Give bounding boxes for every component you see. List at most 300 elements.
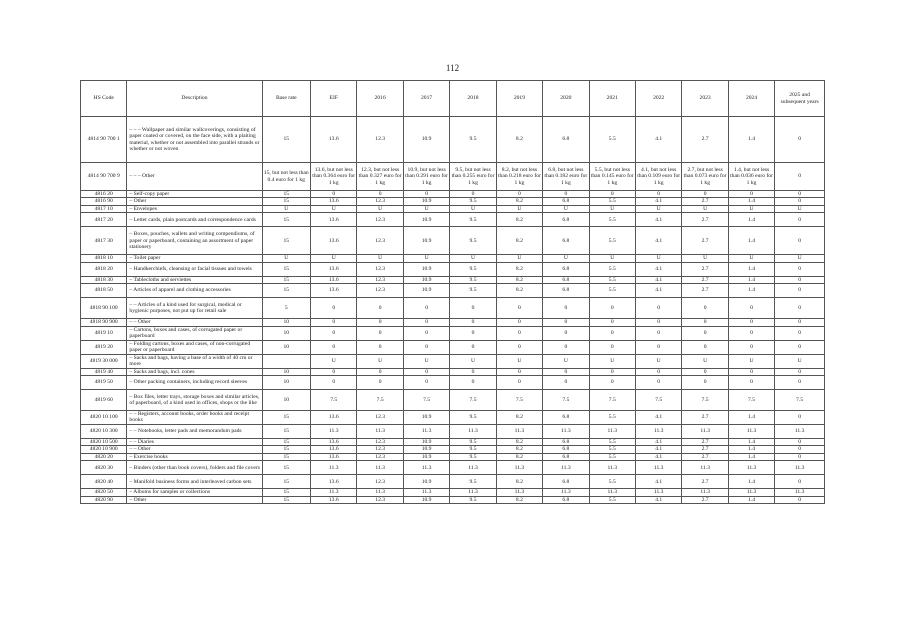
description-cell: – Binders (other than book covers), folders and file covers xyxy=(127,461,262,475)
rate-cell: 0 xyxy=(357,298,403,319)
rate-cell: 0 xyxy=(403,368,449,375)
table-row xyxy=(81,326,825,340)
description-cell: – Handkerchiefs, cleansing or facial tissues and towels xyxy=(127,262,262,276)
rate-cell: 15 xyxy=(262,446,311,453)
rate-cell: 0 xyxy=(450,340,496,354)
rate-cell: 9.5 xyxy=(450,284,496,298)
rate-cell: 1.4 xyxy=(728,117,774,163)
rate-cell: 2.7 xyxy=(682,453,728,460)
rate-cell: U xyxy=(682,205,728,212)
rate-cell: 13.6 xyxy=(311,276,357,283)
rate-cell: 11.3 xyxy=(728,424,774,438)
rate-cell: 2.7 xyxy=(682,276,728,283)
rate-cell: 11.3 xyxy=(403,424,449,438)
rate-cell: 0 xyxy=(775,453,825,460)
rate-cell: 5.5 xyxy=(589,198,635,205)
rate-cell: 8.2 xyxy=(496,438,542,445)
table-row xyxy=(81,276,825,283)
hs-code-cell: 4817 20 xyxy=(81,213,127,227)
rate-cell: 15 xyxy=(262,475,311,489)
rate-cell: 5.5 xyxy=(589,213,635,227)
rate-cell: 6.8 xyxy=(543,227,589,255)
rate-cell: 5.5 xyxy=(589,227,635,255)
rate-cell: 6.8 xyxy=(543,276,589,283)
hs-code-cell: 4814 90 700 1 xyxy=(81,117,127,163)
rate-cell: 13.6, but not less than 0.364 euro for 1 kg xyxy=(311,163,357,191)
rate-cell: 7.5 xyxy=(311,389,357,410)
rate-cell: 11.3 xyxy=(357,461,403,475)
rate-cell: 4.1 xyxy=(635,262,681,276)
rate-cell: 0 xyxy=(543,375,589,389)
rate-cell: 6.8 xyxy=(543,284,589,298)
rate-cell: 10.9 xyxy=(403,213,449,227)
rate-cell: 6.8 xyxy=(543,198,589,205)
rate-cell: 0 xyxy=(775,276,825,283)
rate-cell: 0 xyxy=(496,375,542,389)
rate-cell: 5.5 xyxy=(589,276,635,283)
rate-cell: 2.7 xyxy=(682,117,728,163)
rate-cell: 15 xyxy=(262,438,311,445)
hs-code-cell: 4820 90 xyxy=(81,496,127,503)
rate-cell: 5 xyxy=(262,298,311,319)
rate-cell: 0 xyxy=(728,368,774,375)
table-row xyxy=(81,368,825,375)
rate-cell: 6.8 xyxy=(543,496,589,503)
rate-cell: 11.3 xyxy=(311,461,357,475)
table-row xyxy=(81,284,825,298)
rate-cell: 11.3 xyxy=(682,489,728,496)
table-row xyxy=(81,453,825,460)
rate-cell: 13.6 xyxy=(311,284,357,298)
rate-cell: 4.1 xyxy=(635,453,681,460)
rate-cell: 0 xyxy=(775,163,825,191)
description-cell: – Folding cartons, boxes and cases, of non-corrugated paper or paperboard xyxy=(127,340,262,354)
rate-cell: 11.3 xyxy=(635,489,681,496)
rate-cell: 0 xyxy=(728,298,774,319)
hs-code-cell: 4819 60 xyxy=(81,389,127,410)
description-cell: – Other xyxy=(127,496,262,503)
rate-cell: U xyxy=(357,255,403,262)
hs-code-cell: 4818 90 900 xyxy=(81,319,127,326)
rate-cell: 12.3 xyxy=(357,453,403,460)
rate-cell: 0 xyxy=(589,375,635,389)
rate-cell: 4.1 xyxy=(635,475,681,489)
rate-cell: 4.1 xyxy=(635,438,681,445)
table-row xyxy=(81,461,825,475)
rate-cell: 0 xyxy=(403,191,449,198)
rate-cell: 8.2 xyxy=(496,276,542,283)
rate-cell: 8.2, but not less than 0.218 euro for 1 kg xyxy=(496,163,542,191)
rate-cell: 4.1 xyxy=(635,496,681,503)
table-row xyxy=(81,446,825,453)
rate-cell: 6.8 xyxy=(543,117,589,163)
rate-cell: 11.3 xyxy=(450,489,496,496)
description-cell: – Articles of apparel and clothing accessories xyxy=(127,284,262,298)
rate-cell: U xyxy=(311,354,357,368)
rate-cell: 11.3 xyxy=(403,489,449,496)
rate-cell: U xyxy=(496,354,542,368)
rate-cell: 2.7 xyxy=(682,446,728,453)
rate-cell xyxy=(262,354,311,368)
rate-cell: 0 xyxy=(682,368,728,375)
rate-cell: 10.9 xyxy=(403,262,449,276)
description-cell: – Other xyxy=(127,198,262,205)
rate-cell: 6.8 xyxy=(543,438,589,445)
rate-cell: 0 xyxy=(589,191,635,198)
rate-cell: 0 xyxy=(775,368,825,375)
rate-cell: 0 xyxy=(635,319,681,326)
rate-cell: 5.5 xyxy=(589,262,635,276)
rate-cell: 0 xyxy=(357,191,403,198)
hs-code-cell: 4819 10 xyxy=(81,326,127,340)
rate-cell: 0 xyxy=(311,326,357,340)
rate-cell: 0 xyxy=(635,368,681,375)
rate-cell: 6.8 xyxy=(543,453,589,460)
rate-cell: U xyxy=(262,205,311,212)
tariff-table xyxy=(80,80,825,504)
rate-cell: 2.7 xyxy=(682,438,728,445)
rate-cell: 11.3 xyxy=(635,461,681,475)
description-cell: – Albums for samples or collections xyxy=(127,489,262,496)
rate-cell: U xyxy=(775,354,825,368)
rate-cell: 0 xyxy=(635,191,681,198)
rate-cell: 5.5 xyxy=(589,496,635,503)
rate-cell: 0 xyxy=(728,319,774,326)
header-cell: 2019 xyxy=(496,81,542,117)
rate-cell: 0 xyxy=(403,340,449,354)
hs-code-cell: 4818 30 xyxy=(81,276,127,283)
rate-cell: 2.7 xyxy=(682,496,728,503)
rate-cell: 11.3 xyxy=(589,461,635,475)
rate-cell: 12.3 xyxy=(357,446,403,453)
hs-code-cell: 4820 30 xyxy=(81,461,127,475)
header-cell: 2024 xyxy=(728,81,774,117)
rate-cell: 9.5 xyxy=(450,496,496,503)
rate-cell: 8.2 xyxy=(496,117,542,163)
rate-cell: 0 xyxy=(450,319,496,326)
rate-cell: 2.7 xyxy=(682,410,728,424)
description-cell: – Boxes, pouches, wallets and writing compendiums, of paper or paperboard, containing an assortment of paper stationery xyxy=(127,227,262,255)
rate-cell: 15 xyxy=(262,213,311,227)
rate-cell: U xyxy=(262,255,311,262)
rate-cell: 11.3 xyxy=(543,461,589,475)
rate-cell: 4.1 xyxy=(635,213,681,227)
rate-cell: 8.2 xyxy=(496,453,542,460)
rate-cell: 9.5 xyxy=(450,213,496,227)
rate-cell: 10.9 xyxy=(403,496,449,503)
rate-cell: U xyxy=(543,205,589,212)
rate-cell: 0 xyxy=(728,375,774,389)
rate-cell: 0 xyxy=(775,438,825,445)
rate-cell: 6.8 xyxy=(543,475,589,489)
hs-code-cell: 4820 50 xyxy=(81,489,127,496)
rate-cell: 13.6 xyxy=(311,198,357,205)
rate-cell: 9.5 xyxy=(450,198,496,205)
description-cell: – Exercise books xyxy=(127,453,262,460)
rate-cell: 15 xyxy=(262,227,311,255)
description-cell: – – Notebooks, letter pads and memorandum pads xyxy=(127,424,262,438)
header-cell: HS Code xyxy=(81,81,127,117)
rate-cell: 0 xyxy=(496,326,542,340)
rate-cell: 0 xyxy=(775,475,825,489)
rate-cell: 0 xyxy=(311,340,357,354)
rate-cell: 0 xyxy=(403,375,449,389)
hs-code-cell: 4819 40 xyxy=(81,368,127,375)
rate-cell: 0 xyxy=(543,298,589,319)
header-cell: 2023 xyxy=(682,81,728,117)
rate-cell: 7.5 xyxy=(589,389,635,410)
rate-cell: 0 xyxy=(635,298,681,319)
rate-cell: 9.5 xyxy=(450,227,496,255)
rate-cell: 4.1 xyxy=(635,284,681,298)
rate-cell: 0 xyxy=(728,340,774,354)
header-cell: EIF xyxy=(311,81,357,117)
rate-cell: 6.8, but not less than 0.182 euro for 1 kg xyxy=(543,163,589,191)
rate-cell: 8.2 xyxy=(496,496,542,503)
table-row xyxy=(81,191,825,198)
rate-cell: 9.5 xyxy=(450,262,496,276)
rate-cell: U xyxy=(589,354,635,368)
rate-cell: 13.6 xyxy=(311,496,357,503)
rate-cell: 4.1 xyxy=(635,117,681,163)
description-cell: – Envelopes xyxy=(127,205,262,212)
rate-cell: 0 xyxy=(543,326,589,340)
rate-cell: 5.5 xyxy=(589,475,635,489)
rate-cell: 0 xyxy=(682,298,728,319)
rate-cell: 8.2 xyxy=(496,410,542,424)
rate-cell: 15 xyxy=(262,453,311,460)
rate-cell: 1.4 xyxy=(728,213,774,227)
rate-cell: 11.3 xyxy=(496,461,542,475)
rate-cell: 0 xyxy=(728,191,774,198)
hs-code-cell: 4820 10 300 xyxy=(81,424,127,438)
rate-cell: 0 xyxy=(496,368,542,375)
rate-cell: 0 xyxy=(682,340,728,354)
rate-cell: 4.1 xyxy=(635,410,681,424)
table-row xyxy=(81,489,825,496)
rate-cell: 2.7 xyxy=(682,198,728,205)
rate-cell: 13.6 xyxy=(311,227,357,255)
rate-cell: U xyxy=(728,354,774,368)
rate-cell: 0 xyxy=(496,319,542,326)
rate-cell: 0 xyxy=(775,410,825,424)
rate-cell: 8.2 xyxy=(496,227,542,255)
hs-code-cell: 4818 50 xyxy=(81,284,127,298)
rate-cell: 10.9 xyxy=(403,453,449,460)
rate-cell: 12.3 xyxy=(357,475,403,489)
rate-cell: 2.7 xyxy=(682,284,728,298)
rate-cell: 0 xyxy=(311,368,357,375)
rate-cell: 15 xyxy=(262,276,311,283)
table-row xyxy=(81,375,825,389)
description-cell: – Tablecloths and serviettes xyxy=(127,276,262,283)
header-cell: 2025 and subsequent years xyxy=(775,81,825,117)
rate-cell: 0 xyxy=(311,375,357,389)
rate-cell: 12.3 xyxy=(357,198,403,205)
rate-cell: 10.9 xyxy=(403,410,449,424)
rate-cell: 10 xyxy=(262,389,311,410)
rate-cell: 15 xyxy=(262,489,311,496)
rate-cell: 7.5 xyxy=(450,389,496,410)
rate-cell: 13.6 xyxy=(311,117,357,163)
rate-cell: 11.3 xyxy=(775,461,825,475)
rate-cell: 0 xyxy=(682,319,728,326)
table-row xyxy=(81,255,825,262)
rate-cell: 15 xyxy=(262,496,311,503)
hs-code-cell: 4820 40 xyxy=(81,475,127,489)
rate-cell: 11.3 xyxy=(496,424,542,438)
description-cell: – Manifold business forms and interleaved carbon sets xyxy=(127,475,262,489)
rate-cell: 11.3 xyxy=(589,424,635,438)
table-row xyxy=(81,496,825,503)
table-row xyxy=(81,354,825,368)
description-cell: – Letter cards, plain postcards and correspondence cards xyxy=(127,213,262,227)
rate-cell: 0 xyxy=(450,375,496,389)
rate-cell: 0 xyxy=(403,298,449,319)
rate-cell: U xyxy=(450,255,496,262)
rate-cell: 0 xyxy=(775,446,825,453)
rate-cell: 6.8 xyxy=(543,446,589,453)
hs-code-cell: 4820 10 500 xyxy=(81,438,127,445)
hs-code-cell: 4820 10 900 xyxy=(81,446,127,453)
table-row xyxy=(81,340,825,354)
rate-cell: U xyxy=(496,255,542,262)
rate-cell: 0 xyxy=(496,340,542,354)
table-row xyxy=(81,227,825,255)
description-cell: – – Other xyxy=(127,319,262,326)
rate-cell: 0 xyxy=(311,191,357,198)
rate-cell: 0 xyxy=(775,319,825,326)
rate-cell: 1.4 xyxy=(728,446,774,453)
rate-cell: 11.3 xyxy=(589,489,635,496)
hs-code-cell: 4818 20 xyxy=(81,262,127,276)
rate-cell: U xyxy=(728,205,774,212)
rate-cell: U xyxy=(543,354,589,368)
rate-cell: 10.9 xyxy=(403,227,449,255)
rate-cell: 1.4 xyxy=(728,276,774,283)
rate-cell: 0 xyxy=(450,298,496,319)
table-row xyxy=(81,438,825,445)
rate-cell: 13.6 xyxy=(311,262,357,276)
rate-cell: 11.3 xyxy=(682,461,728,475)
rate-cell: 8.2 xyxy=(496,198,542,205)
page-number: 112 xyxy=(445,63,460,73)
rate-cell: U xyxy=(635,205,681,212)
rate-cell: 0 xyxy=(357,368,403,375)
rate-cell: 12.3 xyxy=(357,496,403,503)
rate-cell: 4.1 xyxy=(635,276,681,283)
rate-cell: U xyxy=(589,205,635,212)
rate-cell: 7.5 xyxy=(403,389,449,410)
rate-cell: 0 xyxy=(589,326,635,340)
rate-cell: 15 xyxy=(262,424,311,438)
rate-cell: 0 xyxy=(403,326,449,340)
rate-cell: 15, but not less than 0.4 euro for 1 kg xyxy=(262,163,311,191)
rate-cell: 0 xyxy=(403,319,449,326)
rate-cell: 0 xyxy=(775,298,825,319)
table-row xyxy=(81,213,825,227)
rate-cell: 15 xyxy=(262,410,311,424)
rate-cell: 9.5 xyxy=(450,453,496,460)
rate-cell: 4.1 xyxy=(635,446,681,453)
table-body xyxy=(81,117,825,504)
rate-cell: 4.1 xyxy=(635,198,681,205)
hs-code-cell: 4819 50 xyxy=(81,375,127,389)
rate-cell: 8.2 xyxy=(496,284,542,298)
rate-cell: 1.4 xyxy=(728,284,774,298)
rate-cell: 12.3, but not less than 0.327 euro for 1 kg xyxy=(357,163,403,191)
rate-cell: 9.5 xyxy=(450,410,496,424)
rate-cell: 8.2 xyxy=(496,475,542,489)
description-cell: – Self-copy paper xyxy=(127,191,262,198)
rate-cell: 11.3 xyxy=(450,424,496,438)
rate-cell: 9.5 xyxy=(450,475,496,489)
rate-cell: U xyxy=(543,255,589,262)
rate-cell: U xyxy=(682,255,728,262)
rate-cell: 15 xyxy=(262,191,311,198)
table-row xyxy=(81,205,825,212)
rate-cell: U xyxy=(496,205,542,212)
rate-cell: 8.2 xyxy=(496,262,542,276)
rate-cell: 15 xyxy=(262,198,311,205)
rate-cell: 1.4 xyxy=(728,198,774,205)
rate-cell: 10.9, but not less than 0.291 euro for 1 kg xyxy=(403,163,449,191)
rate-cell: 10 xyxy=(262,375,311,389)
rate-cell: 11.3 xyxy=(635,424,681,438)
rate-cell: 0 xyxy=(728,326,774,340)
rate-cell: 2.7 xyxy=(682,475,728,489)
rate-cell: 13.6 xyxy=(311,475,357,489)
rate-cell: 2.7 xyxy=(682,213,728,227)
rate-cell: U xyxy=(357,205,403,212)
rate-cell: 10.9 xyxy=(403,117,449,163)
rate-cell: 10.9 xyxy=(403,475,449,489)
rate-cell: 0 xyxy=(357,326,403,340)
rate-cell: U xyxy=(357,354,403,368)
header-cell: Base rate xyxy=(262,81,311,117)
hs-code-cell: 4817 30 xyxy=(81,227,127,255)
rate-cell: 10 xyxy=(262,368,311,375)
rate-cell: 1.4, but not less than 0.036 euro for 1 kg xyxy=(728,163,774,191)
rate-cell: 0 xyxy=(775,198,825,205)
rate-cell: 0 xyxy=(543,340,589,354)
rate-cell: 9.5 xyxy=(450,117,496,163)
description-cell: – Cartons, boxes and cases, of corrugated paper or paperboard xyxy=(127,326,262,340)
rate-cell: 4.1, but not less than 0.109 euro for 1 kg xyxy=(635,163,681,191)
rate-cell: 12.3 xyxy=(357,213,403,227)
header-cell: 2022 xyxy=(635,81,681,117)
header-cell: 2016 xyxy=(357,81,403,117)
rate-cell: 10.9 xyxy=(403,438,449,445)
rate-cell: U xyxy=(635,255,681,262)
rate-cell: U xyxy=(403,354,449,368)
rate-cell: 11.3 xyxy=(728,489,774,496)
rate-cell: 0 xyxy=(357,375,403,389)
rate-cell: U xyxy=(589,255,635,262)
rate-cell: 11.3 xyxy=(543,489,589,496)
header-cell: 2017 xyxy=(403,81,449,117)
header-row xyxy=(81,81,825,117)
rate-cell: 11.3 xyxy=(311,489,357,496)
rate-cell: 0 xyxy=(635,375,681,389)
rate-cell: 11.3 xyxy=(682,424,728,438)
rate-cell: 15 xyxy=(262,284,311,298)
rate-cell: 0 xyxy=(775,227,825,255)
rate-cell: 1.4 xyxy=(728,227,774,255)
rate-cell: 5.5 xyxy=(589,446,635,453)
description-cell: – – Diaries xyxy=(127,438,262,445)
rate-cell: U xyxy=(682,354,728,368)
